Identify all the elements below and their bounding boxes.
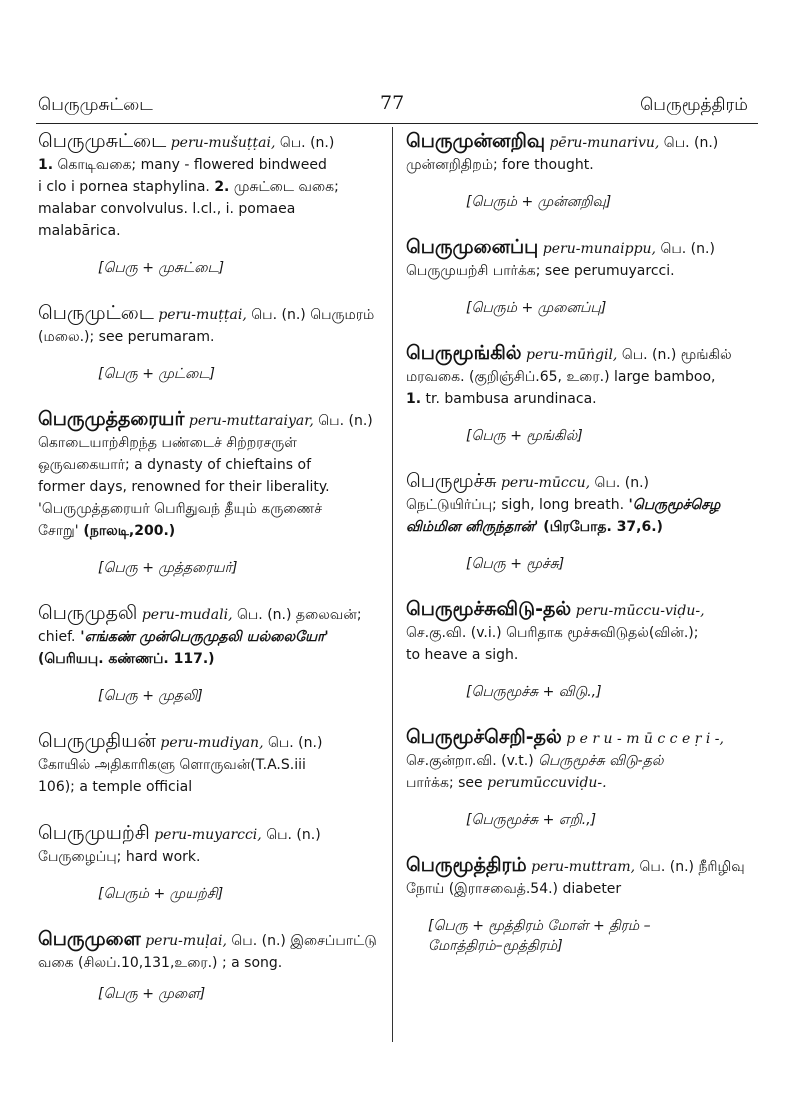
etymology: [பெரு + முட்டை] [98,366,215,382]
definition-line: செ.கு.வி. (v.i.) பெரிதாக மூச்சுவிடுதல்(வின்.); [406,625,699,641]
etymology: [பெரு + முத்தரையர்] [98,560,238,576]
transliteration: p e r u - m ū c c e ṛ i -, [566,731,724,747]
definition-line: செ.குன்றா.வி. (v.t.) [406,753,534,769]
quotation: 'எங்கண் முன்பெருமுதலி யல்லையோ' [75,629,329,645]
definition-line: former days, renowned for their liberality. [38,479,330,495]
part-of-speech: பெ. (n.) தலைவன்; [232,607,362,623]
headword: பெருமுனைப்பு [406,236,539,258]
etymology: [பெரு + மூங்கில்] [466,428,583,444]
definition-line: malabārica. [38,223,121,239]
quotation: விம்மின னிருந்தான்' [406,519,539,535]
entry-perumuccu [406,470,756,574]
entry-perumudali [38,602,384,706]
headword: பெருமுளை [38,928,141,950]
definition-line: chief. [38,629,76,645]
sense-number: 2. [214,179,230,195]
headword: பெருமுன்னறிவு [406,130,546,152]
page-number: 77 [380,92,405,114]
part-of-speech: பெ. (n.) இசைப்பாட்டு [226,933,377,949]
running-head-left: பெருமுசுட்டை [38,95,153,115]
sense-number: 1. [38,157,54,173]
entry-perumuttai [38,302,384,384]
running-head-right: பெருமூத்திரம் [640,95,748,115]
part-of-speech: பெ. (n.) நீரிழிவு [635,859,745,875]
headword: பெருமூச்செறி-தல் [406,726,562,748]
definition-line: 106); a temple official [38,779,193,795]
entry-perumuttaraiyar [38,408,384,578]
entry-perumulai [38,928,384,1004]
etymology: [பெரு + முசுட்டை] [98,260,225,276]
etymology: [பெரும் + முன்னறிவு] [466,194,612,210]
etymology: [பெரு + முதலி] [98,688,203,704]
citation: (பிரபோத. 37,6.) [538,519,663,535]
part-of-speech: பெ. (n.) பெருமரம் [246,307,375,323]
definition-line: மரவகை. (குறிஞ்சிப்.65, உரை.) large bamboo, [406,369,716,385]
headword: பெருமுத்தரையர் [38,408,185,430]
definition-line: முசுட்டை வகை; [229,179,339,195]
column-divider [392,127,393,1042]
definition-line: malabar convolvulus. l.cl., i. pomaea [38,201,296,217]
definition-line: i clo i pornea staphylina. [38,179,215,195]
etymology [428,916,756,956]
headword: பெருமூங்கில் [406,342,522,364]
definition-line: பெருமுயற்சி பார்க்க; see perumuyarcci. [406,263,675,279]
transliteration: peru-muṭṭai, [158,307,247,323]
entry-perumuccerital [406,726,756,830]
part-of-speech: பெ. (n.) [275,135,335,151]
definition-line: நோய் (இராசவைத்.54.) diabeter [406,881,622,897]
right-column [406,130,756,980]
entry-perumuccuvidu [406,598,756,702]
etymology-line: மோத்திரம்–மூத்திரம்] [428,938,563,954]
etymology: [பெரு + மூச்சு] [466,556,565,572]
etymology: [பெருமூச்சு + விடு.,] [466,684,602,700]
transliteration: peru-muḷai, [145,933,227,949]
entry-perumungil [406,342,756,446]
transliteration: peru-mušuṭṭai, [170,135,276,151]
transliteration: pēru-munarivu, [549,135,660,151]
definition-line: tr. bambusa arundinaca. [421,391,597,407]
transliteration: peru-munaippu, [542,241,656,257]
headword: பெருமுட்டை [38,302,154,324]
left-column [38,130,384,1028]
part-of-speech: பெ. (n.) [261,827,321,843]
part-of-speech: பெ. (n.) [659,135,719,151]
cross-reference: பெருமூச்சு விடு-தல் [533,753,664,769]
definition-line: to heave a sigh. [406,647,519,663]
entry-perumunarivu [406,130,756,212]
sense-number: 1. [406,391,422,407]
transliteration: peru-mudali, [141,607,233,623]
quotation: 'பெருமூச்செழ [628,497,721,513]
entry-perumuyarcci [38,822,384,904]
entry-perumunaippu [406,236,756,318]
etymology: [பெரும் + முனைப்பு] [466,300,607,316]
entry-perumuttiram [406,854,756,956]
entry-perumusuttai [38,130,384,278]
definition-line: முன்னறிதிறம்; fore thought. [406,157,594,173]
headword: பெருமூச்சுவிடு-தல் [406,598,572,620]
definition-line: பேருழைப்பு; hard work. [38,849,201,865]
headword: பெருமூச்சு [406,470,497,492]
transliteration: peru-muttaraiyar, [188,413,314,429]
etymology-line: [பெரு + மூத்திரம் மோள் + திரம் – [428,918,651,934]
definition-line: கோயில் அதிகாரிகளு ளொருவன்(T.A.S.iii [38,757,306,773]
definition-line: பார்க்க; see [406,775,488,791]
part-of-speech: பெ. (n.) [590,475,650,491]
part-of-speech: பெ. (n.) [313,413,373,429]
headword: பெருமுசுட்டை [38,130,167,152]
header-rule [36,123,758,124]
definition-line: 'பெருமுத்தரையர் பெரிதுவந் தீயும் கருணைச் [38,501,323,517]
etymology: [பெரும் + முயற்சி] [98,886,224,902]
citation: (பெரியபு. கண்ணப். 117.) [38,651,215,667]
transliteration: peru-mūṅgil, [526,347,618,363]
transliteration: peru-muyarcci, [154,827,262,843]
entry-perumudiyan [38,730,384,798]
headword: பெருமுதலி [38,602,138,624]
transliteration: peru-mudiyan, [160,735,264,751]
definition-line: ஒருவகையார்; a dynasty of chieftains of [38,457,312,473]
quotation: சோறு' [38,523,79,539]
definition-line: கொடையாற்சிறந்த பண்டைச் சிற்றரசருள் [38,435,297,451]
etymology: [பெரு + முளை] [98,986,206,1002]
definition-line: (மலை.); see perumaram. [38,329,215,345]
cross-reference: perumūccuviḍu-. [487,775,607,791]
transliteration: peru-mūccu-viḍu-, [575,603,705,619]
etymology: [பெருமூச்சு + எறி.,] [466,812,597,828]
headword: பெருமுயற்சி [38,822,150,844]
definition-line: கொடிவகை; many - flowered bindweed [53,157,327,173]
transliteration: peru-muttram, [531,859,636,875]
definition-line: வகை (சிலப்.10,131,உரை.) ; a song. [38,955,283,971]
transliteration: peru-mūccu, [500,475,591,491]
part-of-speech: பெ. (n.) மூங்கில் [617,347,732,363]
part-of-speech: பெ. (n.) [656,241,715,257]
definition-line: நெட்டுயிர்ப்பு; sigh, long breath. [406,497,629,513]
citation: (நாலடி,200.) [78,523,176,539]
headword: பெருமுதியன் [38,730,156,752]
headword: பெருமூத்திரம் [406,854,527,876]
part-of-speech: பெ. (n.) [263,735,323,751]
